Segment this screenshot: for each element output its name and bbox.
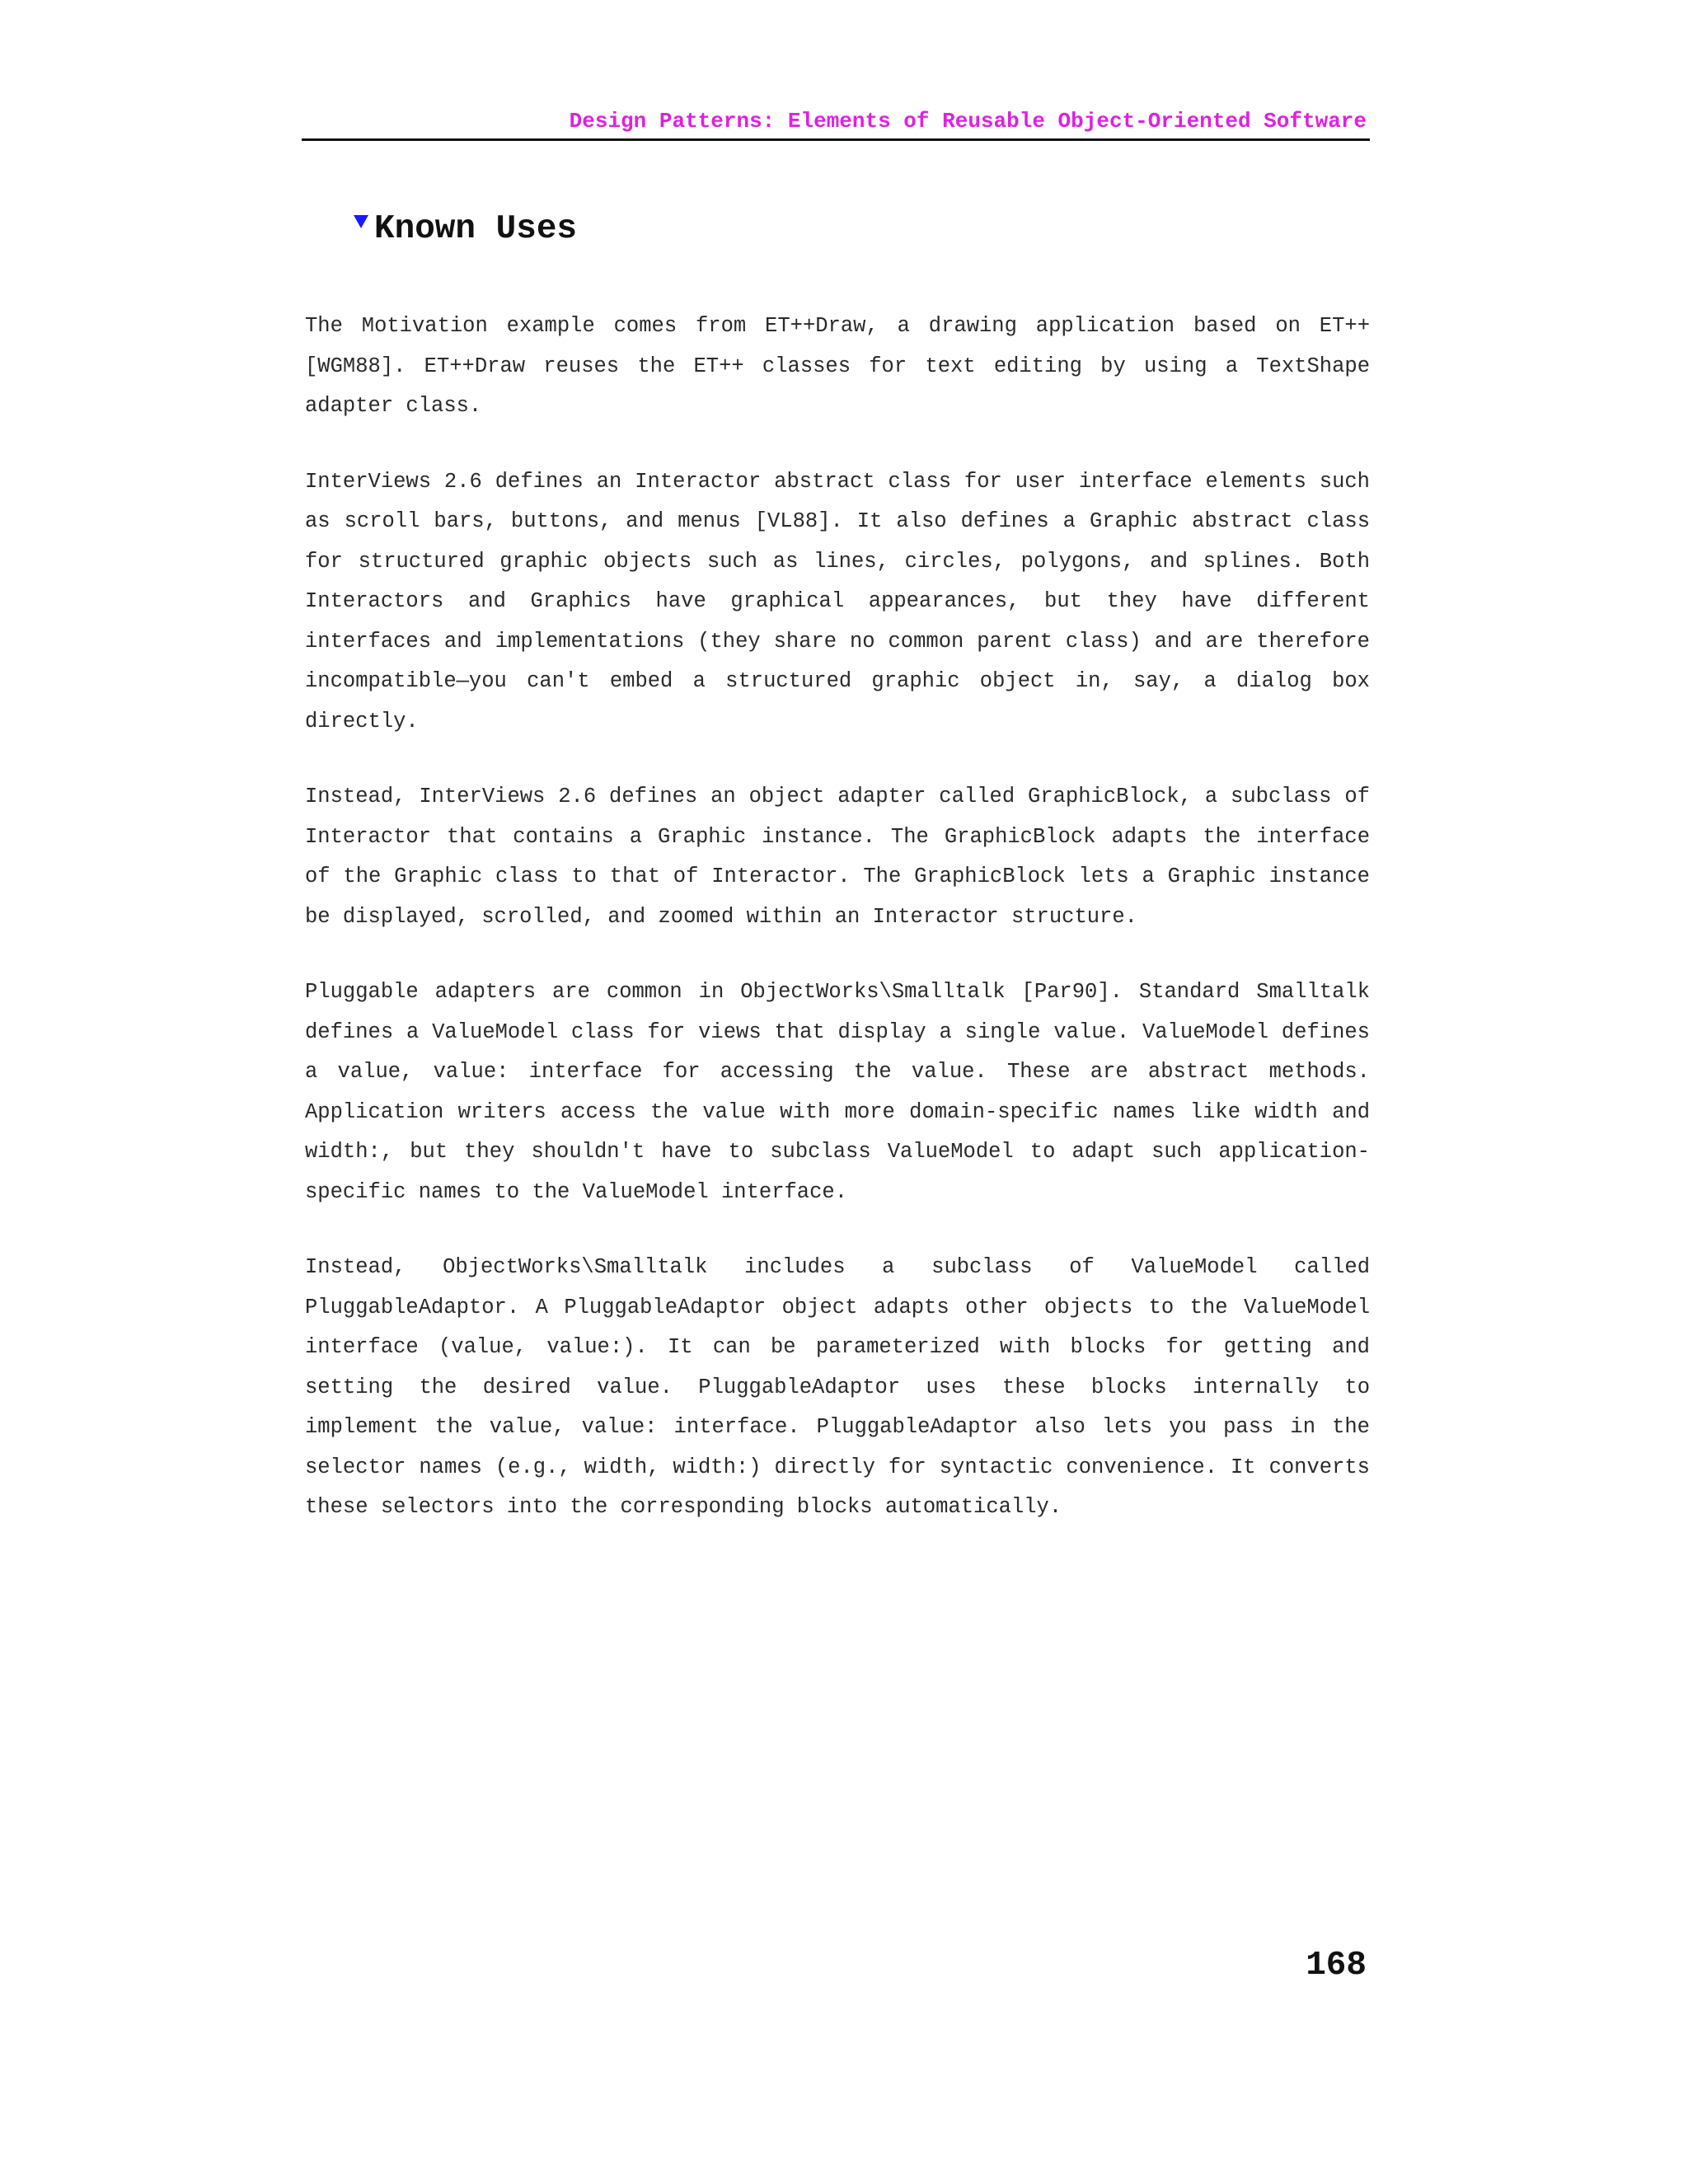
running-header: Design Patterns: Elements of Reusable Object-Oriented Software (569, 109, 1367, 134)
page-number: 168 (1306, 1947, 1367, 1985)
paragraph: Instead, InterViews 2.6 defines an object adapter called GraphicBlock, a subclass of Interactor that contains a Graphic instance. The GraphicBlock adapts the interface of the Graphic class to that of Interactor. The GraphicBlock lets a Graphic instance be displayed, scrolled, and zoomed within an Interactor structure. (305, 785, 1370, 929)
paragraph: Pluggable adapters are common in ObjectWorks\Smalltalk [Par90]. Standard Smalltalk defines a ValueModel class for views that display a single value. ValueModel defines a value, value: interface for accessing the value. These are abstract methods. Application writers access the value with more domain-specific names like width and width:, but they shouldn't have to subclass ValueModel to adapt such application-specific names to the ValueModel interface. (305, 980, 1370, 1204)
paragraph: InterViews 2.6 defines an Interactor abstract class for user interface elements such as scroll bars, buttons, and menus [VL88]. It also defines a Graphic abstract class for structured graphic objects such as lines, circles, polygons, and splines. Both Interactors and Graphics have graphical appearances, but they have different interfaces and implementations (they share no common parent class) and are therefore incompatible—you can't embed a structured graphic object in, say, a dialog box directly. (305, 469, 1370, 733)
blue-triangle-icon[interactable] (353, 214, 371, 232)
section-heading (353, 208, 577, 257)
paragraph: The Motivation example comes from ET++Draw, a drawing application based on ET++ [WGM88]. ET++Draw reuses the ET++ classes for text editing by using a TextShape adapter class. (305, 314, 1370, 418)
section-title: Known Uses (374, 210, 578, 248)
body-text (305, 307, 1370, 1528)
header-divider (302, 138, 1370, 141)
paragraph: Instead, ObjectWorks\Smalltalk includes a subclass of ValueModel called PluggableAdaptor. A PluggableAdaptor object adapts other objects to the ValueModel interface (value, value:). It can be parameterized with blocks for getting and setting the desired value. PluggableAdaptor uses these blocks internally to implement the value, value: interface. PluggableAdaptor also lets you pass in the selector names (e.g., width, width:) directly for syntactic convenience. It converts these selectors into the corresponding blocks automatically. (305, 1255, 1370, 1519)
